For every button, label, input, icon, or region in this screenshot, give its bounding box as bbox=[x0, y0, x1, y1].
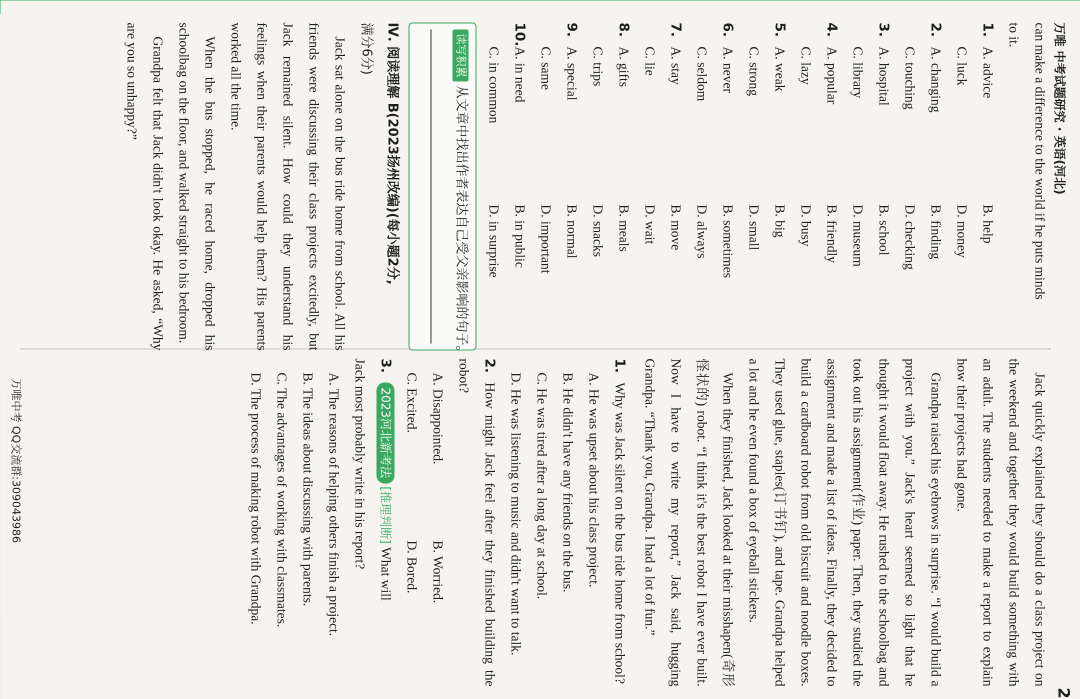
option-list bbox=[480, 22, 1000, 350]
option-row bbox=[506, 22, 532, 350]
option-c: C. seldom bbox=[694, 46, 709, 101]
option-a: A. weak bbox=[772, 46, 787, 91]
passage-paragraph: When they finished, Jack looked at their misshapen(奇形怪状的) robot. “I think it's the best robot I have ever built. Now I have to write my report,” Jack said, hugging Grandpa. “Thank you, Grandpa. I had a lot of fun.” bbox=[642, 358, 735, 686]
option-a: A. changing bbox=[928, 46, 943, 112]
page-footer: 万唯中考 QQ交流群:309043986 bbox=[9, 378, 22, 543]
page-number: 2 bbox=[1054, 687, 1073, 699]
passage-paragraph: Grandpa felt that Jack didn't look okay. He asked, “Why are you so unhappy?” bbox=[124, 22, 165, 350]
option-d: D. in surprise bbox=[486, 204, 501, 278]
option-a: A. popular bbox=[824, 46, 839, 104]
option-row bbox=[818, 22, 844, 350]
option-row bbox=[714, 22, 740, 350]
option-c: C. library bbox=[850, 46, 865, 98]
q1-option: C. He was tired after a long day at school. bbox=[534, 372, 549, 599]
right-column bbox=[242, 358, 1052, 686]
option-a: A. hospital bbox=[876, 46, 891, 106]
option-c: C. lazy bbox=[798, 46, 813, 85]
q3-option: D. The process of making robot with Grandpa. bbox=[248, 372, 263, 625]
left-column bbox=[118, 22, 1052, 359]
option-row bbox=[584, 22, 610, 350]
option-row bbox=[662, 22, 688, 350]
question-1: 1.Why was Jack silent on the bus ride home from school? bbox=[611, 358, 627, 684]
option-c: C. in common bbox=[486, 46, 501, 123]
q2-options-row bbox=[398, 358, 424, 686]
q2-option: C. Excited. bbox=[404, 372, 419, 433]
option-row bbox=[766, 22, 792, 350]
option-b: B. help bbox=[980, 204, 995, 243]
q2-option: D. Bored. bbox=[404, 540, 419, 593]
option-row bbox=[792, 22, 818, 350]
option-row bbox=[844, 22, 870, 350]
reading-writing-box bbox=[408, 22, 476, 359]
intro-line: can make a difference to the world if he puts minds bbox=[1032, 22, 1047, 300]
option-d: D. museum bbox=[850, 204, 865, 267]
question-stem: Why was Jack silent on the bus ride home from school? bbox=[612, 382, 627, 684]
option-row bbox=[636, 22, 662, 350]
option-row bbox=[480, 22, 506, 350]
option-a: A. advice bbox=[980, 46, 995, 98]
option-b: B. sometimes bbox=[720, 204, 735, 278]
option-d: D. always bbox=[694, 204, 709, 258]
header-title: 万唯 中考试题研究 · 英语(河北) bbox=[1052, 22, 1066, 195]
option-number: 10. bbox=[511, 22, 527, 46]
option-b: B. normal bbox=[564, 204, 579, 258]
option-b: B. move bbox=[668, 204, 683, 250]
option-a: A. never bbox=[720, 46, 735, 93]
passage-paragraph: Grandpa raised his eyebrows in surprise. “I would build a project with you.” Jack's heart seemed so light that he thought it would float away. He rushed to the schoolbag and took out his assignment(作业) paper. Then, they studied the assignment and made a list of ideas. Finally, they decided to build a cardboard robot from old biscuit and noodle boxes. They used glue, staples(订书钉), and tape. Grandpa helped a lot and he even found a box of eyeball stickers. bbox=[746, 358, 943, 686]
q2-option: A. Disappointed. bbox=[430, 372, 445, 464]
option-number: 2. bbox=[927, 22, 943, 37]
new-exam-badge: 2023河北新考法 bbox=[376, 382, 394, 483]
option-number: 7. bbox=[667, 22, 683, 37]
option-a: A. special bbox=[564, 46, 579, 100]
option-row bbox=[740, 22, 766, 350]
question-2: 2.How might Jack feel after they finished building the robot? bbox=[456, 358, 497, 686]
option-d: D. wait bbox=[642, 204, 657, 244]
question-type: [推理判断] bbox=[378, 485, 392, 544]
option-c: C. lie bbox=[642, 46, 657, 76]
question-stem: How might Jack feel after they finished building the robot? bbox=[456, 358, 497, 686]
q3-option: A. The reasons of helping others finish a project. bbox=[326, 372, 341, 636]
box-instruction: 从文章中找出作者表达自己受父亲影响的句子。 bbox=[454, 85, 469, 359]
q1-option: B. He didn't have any friends on the bus. bbox=[560, 372, 575, 592]
answer-line bbox=[430, 29, 445, 343]
option-b: B. big bbox=[772, 204, 787, 238]
option-c: C. trips bbox=[590, 46, 605, 86]
q2-options-row bbox=[424, 358, 450, 686]
option-c: C. luck bbox=[954, 46, 969, 85]
intro-line: to it. bbox=[1006, 22, 1021, 47]
option-c: C. same bbox=[538, 46, 553, 90]
option-row bbox=[974, 22, 1000, 350]
option-d: D. important bbox=[538, 204, 553, 273]
option-c: C. strong bbox=[746, 46, 761, 96]
passage-paragraph: Jack sat alone on the bus ride home from school. All his friends were discussing their class projects excitedly, but Jack remained silent. How could they understand his feelings when their parents would help them? His parents worked all the time. bbox=[228, 22, 347, 350]
q2-option: B. Worried. bbox=[430, 540, 445, 603]
q1-option: D. He was listening to music and didn't want to talk. bbox=[508, 372, 523, 655]
section-title: Ⅳ. 阅读理解 B(2023扬州改编)(每小题2分, bbox=[384, 22, 399, 285]
option-a: A. gifts bbox=[616, 46, 631, 87]
option-d: D. checking bbox=[902, 204, 917, 270]
section-title-cont: 满分6分) bbox=[358, 22, 373, 75]
passage-paragraph: When the bus stopped, he raced home, dropped his schoolbag on the floor, and walked straight to his bedroom. bbox=[176, 22, 217, 350]
option-row bbox=[870, 22, 896, 350]
option-a: A. stay bbox=[668, 46, 683, 85]
option-a: A. in need bbox=[512, 46, 527, 102]
option-number: 1. bbox=[979, 22, 995, 37]
option-row bbox=[532, 22, 558, 350]
q3-option: C. The advantages of working with classmates. bbox=[274, 372, 289, 627]
option-b: B. finding bbox=[928, 204, 943, 259]
q1-option: A. He was upset about his class project. bbox=[586, 372, 601, 587]
option-number: 8. bbox=[615, 22, 631, 37]
option-row bbox=[948, 22, 974, 350]
option-number: 6. bbox=[719, 22, 735, 37]
option-d: D. busy bbox=[798, 204, 813, 247]
option-b: B. friendly bbox=[824, 204, 839, 263]
option-number: 4. bbox=[823, 22, 839, 37]
option-number: 9. bbox=[563, 22, 579, 37]
question-stem-cont: Jack most probably write in his report? bbox=[352, 358, 367, 569]
option-row bbox=[896, 22, 922, 350]
option-number: 3. bbox=[875, 22, 891, 37]
passage-paragraph: Jack quickly explained they should do a class project on the weekend and together they would build something with an adult. The students needed to make a report to explain how their projects had gone. bbox=[954, 358, 1047, 686]
option-row bbox=[688, 22, 714, 350]
option-number: 5. bbox=[771, 22, 787, 37]
q3-option: B. The ideas about discussing with parents. bbox=[300, 372, 315, 606]
option-b: B. meals bbox=[616, 204, 631, 252]
option-d: D. small bbox=[746, 204, 761, 250]
option-b: B. in public bbox=[512, 204, 527, 268]
option-row bbox=[558, 22, 584, 350]
option-d: D. snacks bbox=[590, 204, 605, 257]
question-3: 3.2023河北新考法 [推理判断] What will bbox=[377, 358, 393, 601]
option-b: B. school bbox=[876, 204, 891, 256]
option-row bbox=[922, 22, 948, 350]
option-d: D. money bbox=[954, 204, 969, 258]
option-row bbox=[610, 22, 636, 350]
box-tag: 读写积累 bbox=[452, 29, 468, 81]
option-c: C. touching bbox=[902, 46, 917, 109]
